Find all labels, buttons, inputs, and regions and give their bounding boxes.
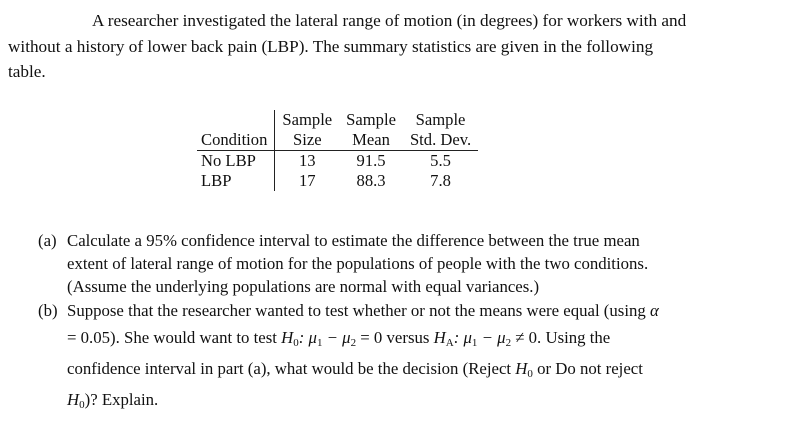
mu1-subscript: 1	[316, 337, 323, 349]
part-b-label: (b)	[38, 301, 58, 320]
alpha-symbol: α	[649, 301, 659, 320]
part-b-text: )? Explain.	[84, 390, 159, 409]
table-header-cell: Std. Dev.	[403, 130, 478, 151]
table-header-row	[197, 110, 478, 130]
h0-subscript: 0	[527, 368, 533, 380]
table-header-cell: Sample	[282, 110, 333, 129]
summary-statistics-table	[197, 110, 478, 191]
part-b-line	[67, 389, 158, 411]
intro-line: table.	[8, 62, 46, 81]
table-cell-mean: 91.5	[356, 151, 386, 170]
h0-subscript: 0	[79, 399, 85, 411]
part-b-line	[67, 358, 643, 380]
part-a-label: (a)	[38, 231, 57, 250]
part-b-text: confidence interval in part (a), what would be the decision (Reject	[67, 359, 512, 378]
part-b-text: = 0.05). She would want to test	[67, 328, 277, 347]
table-cell-size: 13	[298, 151, 316, 170]
table-header-cell: Sample	[415, 110, 466, 129]
table-cell-condition: LBP	[197, 171, 275, 191]
intro-line: without a history of lower back pain (LBP). The summary statistics are given in the following	[8, 37, 654, 56]
h0-symbol: H	[515, 359, 528, 378]
table-header-cell: Sample	[346, 110, 396, 129]
table-row	[197, 171, 478, 191]
mu-expression: − μ	[477, 328, 506, 347]
table-cell-mean: 88.3	[356, 171, 386, 190]
ha-rhs: ≠ 0.	[511, 328, 542, 347]
table-header-cell: Size	[275, 130, 339, 151]
h0-rhs: = 0	[356, 328, 383, 347]
part-a-line: Calculate a 95% confidence interval to estimate the difference between the true mean	[67, 231, 640, 250]
table-cell-sd: 5.5	[430, 151, 451, 170]
mu2-subscript: 2	[350, 337, 357, 349]
part-b-text: Using the	[545, 328, 611, 347]
intro-line: A researcher investigated the lateral range of motion (in degrees) for workers with and	[92, 11, 687, 30]
mu1-subscript: 1	[471, 337, 478, 349]
part-b-text: Suppose that the researcher wanted to test whether or not the means were equal (using	[67, 301, 646, 320]
mu-expression: − μ	[322, 328, 351, 347]
part-a-line: extent of lateral range of motion for the populations of people with the two conditions.	[67, 254, 649, 273]
h0-symbol: H	[281, 328, 294, 347]
table-header-cell: Mean	[339, 130, 403, 151]
table-header-row	[197, 130, 478, 151]
part-b-text: or Do not reject	[537, 359, 643, 378]
table-cell-condition: No LBP	[197, 151, 275, 172]
table-header-cell: Condition	[197, 130, 275, 151]
mu-expression: : μ	[453, 328, 472, 347]
mu2-subscript: 2	[505, 337, 512, 349]
part-b-hypotheses-line	[67, 327, 610, 349]
mu-expression: : μ	[298, 328, 317, 347]
table-cell-sd: 7.8	[430, 171, 451, 190]
part-a-line: (Assume the underlying populations are normal with equal variances.)	[67, 277, 540, 296]
ha-subscript: A	[445, 337, 454, 349]
table-header-cell	[197, 110, 275, 130]
ha-symbol: H	[433, 328, 446, 347]
table-row	[197, 151, 478, 172]
h0-subscript: 0	[293, 337, 299, 349]
versus-text: versus	[386, 328, 430, 347]
h0-symbol: H	[67, 390, 80, 409]
table-cell-size: 17	[298, 171, 316, 190]
part-b-line	[67, 300, 659, 322]
